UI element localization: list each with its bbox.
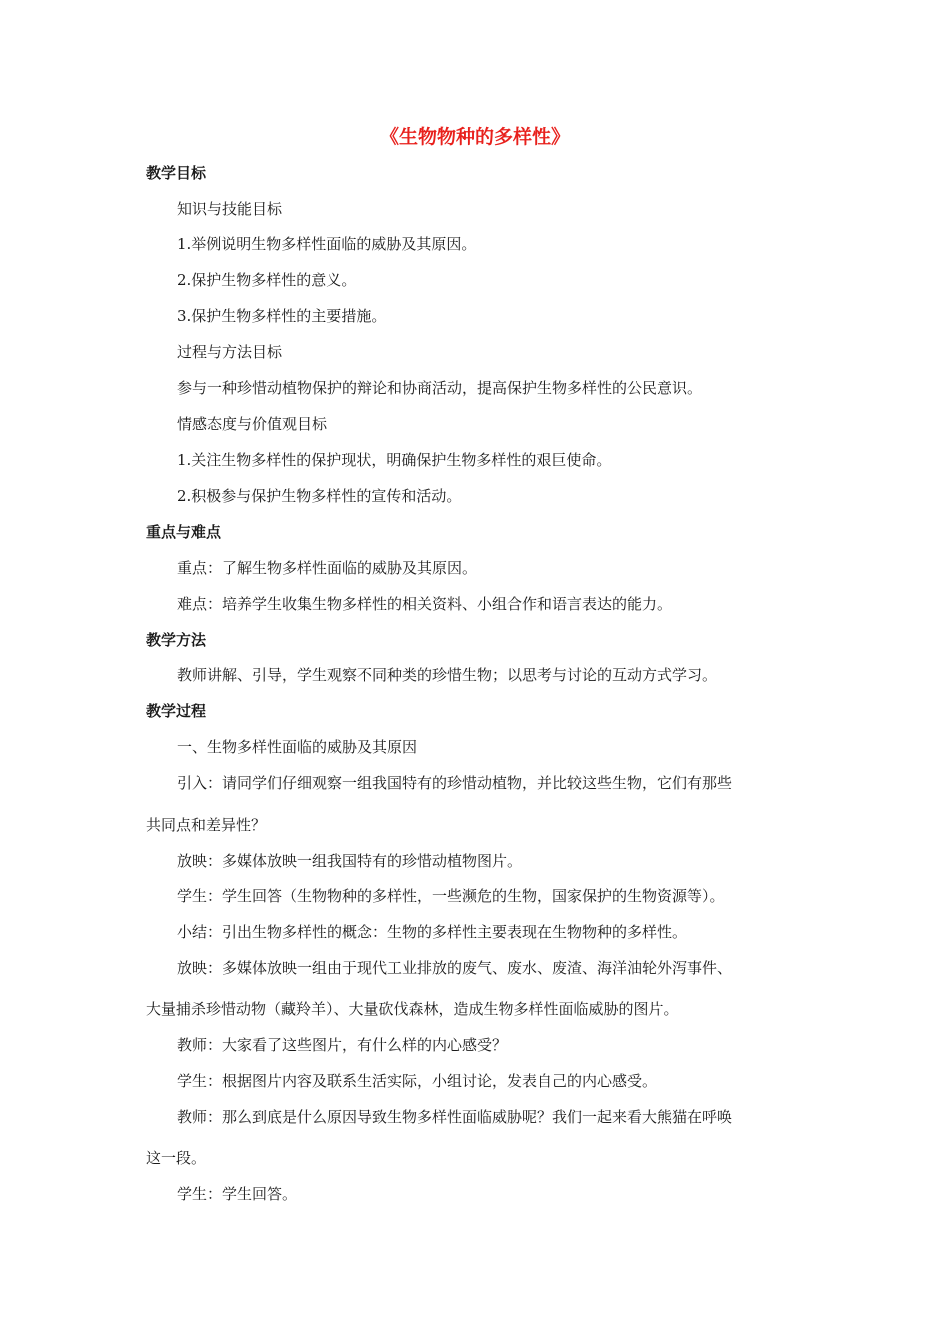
paragraph: 情感态度与价值观目标 — [177, 415, 328, 433]
paragraph: 引入：请同学们仔细观察一组我国特有的珍惜动植物，并比较这些生物，它们有那些 — [177, 774, 733, 792]
paragraph: 学生：根据图片内容及联系生活实际，小组讨论，发表自己的内心感受。 — [177, 1072, 658, 1090]
paragraph: 3.保护生物多样性的主要措施。 — [177, 307, 387, 325]
paragraph: 1.关注生物多样性的保护现状，明确保护生物多样性的艰巨使命。 — [177, 451, 612, 469]
paragraph: 过程与方法目标 — [177, 343, 283, 361]
paragraph: 难点：培养学生收集生物多样性的相关资料、小组合作和语言表达的能力。 — [177, 595, 673, 613]
section-heading: 教学方法 — [146, 631, 207, 649]
paragraph: 2.积极参与保护生物多样性的宣传和活动。 — [177, 487, 462, 505]
paragraph: 放映：多媒体放映一组我国特有的珍惜动植物图片。 — [177, 852, 523, 870]
section-heading: 教学过程 — [146, 702, 207, 720]
paragraph: 教师：大家看了这些图片，有什么样的内心感受？ — [177, 1036, 508, 1054]
paragraph: 知识与技能目标 — [177, 200, 283, 218]
paragraph: 2.保护生物多样性的意义。 — [177, 271, 357, 289]
paragraph: 教师讲解、引导，学生观察不同种类的珍惜生物；以思考与讨论的互动方式学习。 — [177, 666, 718, 684]
section-heading: 重点与难点 — [146, 523, 222, 541]
paragraph-continuation: 这一段。 — [146, 1149, 207, 1167]
paragraph: 学生：学生回答。 — [177, 1185, 298, 1203]
paragraph: 参与一种珍惜动植物保护的辩论和协商活动，提高保护生物多样性的公民意识。 — [177, 379, 703, 397]
paragraph: 放映：多媒体放映一组由于现代工业排放的废气、废水、废渣、海洋油轮外泻事件、 — [177, 959, 733, 977]
paragraph: 教师：那么到底是什么原因导致生物多样性面临威胁呢？我们一起来看大熊猫在呼唤 — [177, 1108, 733, 1126]
paragraph: 1.举例说明生物多样性面临的威胁及其原因。 — [177, 235, 477, 253]
section-heading: 教学目标 — [146, 164, 207, 182]
paragraph-continuation: 共同点和差异性？ — [146, 816, 267, 834]
paragraph: 一、生物多样性面临的威胁及其原因 — [177, 738, 418, 756]
paragraph: 学生：学生回答（生物物种的多样性，一些濒危的生物，国家保护的生物资源等）。 — [177, 887, 725, 905]
paragraph: 重点：了解生物多样性面临的威胁及其原因。 — [177, 559, 478, 577]
paragraph: 小结：引出生物多样性的概念：生物的多样性主要表现在生物物种的多样性。 — [177, 923, 688, 941]
paragraph-continuation: 大量捕杀珍惜动物（藏羚羊）、大量砍伐森林，造成生物多样性面临威胁的图片。 — [146, 1000, 679, 1018]
document-title: 《生物物种的多样性》 — [379, 126, 570, 148]
